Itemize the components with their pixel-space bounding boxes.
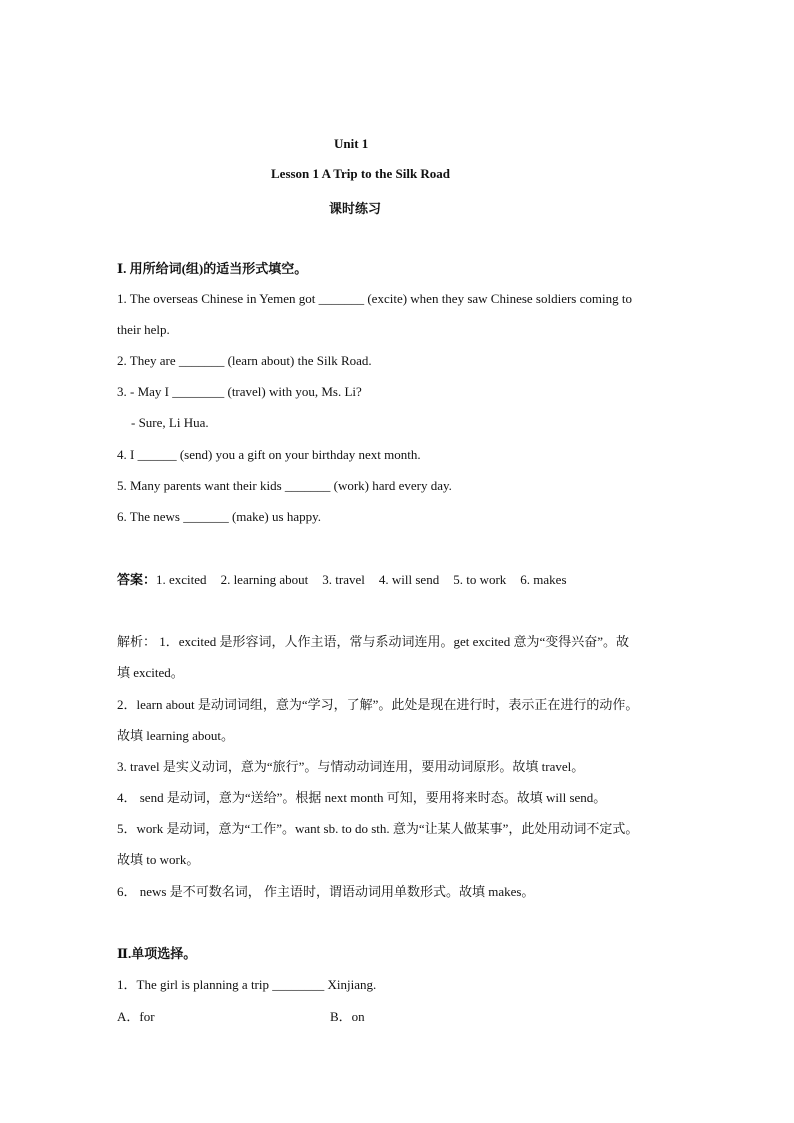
answer-item: 2. learning about bbox=[220, 572, 309, 587]
analysis-2-line2: 故填 learning about。 bbox=[117, 728, 234, 743]
answer-item: 4. will send bbox=[378, 572, 440, 587]
answers-label: 答案： bbox=[117, 572, 157, 587]
answers-line bbox=[117, 572, 581, 588]
option-b: B．on bbox=[330, 1009, 365, 1024]
question-4: 4. I ______ (send) you a gift on your birthday next month. bbox=[117, 447, 421, 462]
analysis-2-line1: 2．learn about 是动词词组，意为“学习，了解”。此处是现在进行时，表示正在进行的动作。 bbox=[117, 697, 639, 712]
subtitle: 课时练习 bbox=[329, 201, 382, 216]
analysis-5-line2: 故填 to work。 bbox=[117, 852, 200, 867]
analysis-6: 6． news 是不可数名词， 作主语时，谓语动词用单数形式。故填 makes。 bbox=[117, 884, 535, 899]
analysis-1-line2: 填 excited。 bbox=[117, 665, 184, 680]
answer-item: 5. to work bbox=[453, 572, 507, 587]
question-1-line1: 1. The overseas Chinese in Yemen got _______ (excite) when they saw Chinese soldiers coming to bbox=[117, 291, 632, 306]
lesson-title: Lesson 1 A Trip to the Silk Road bbox=[271, 166, 451, 181]
question-6: 6. The news _______ (make) us happy. bbox=[117, 509, 321, 524]
question-5: 5. Many parents want their kids _______ (work) hard every day. bbox=[117, 478, 452, 493]
analysis-1-line1: 解析： 1．excited 是形容词，人作主语，常与系动词连用。get excited 意为“变得兴奋”。故 bbox=[117, 634, 629, 649]
mc-question-1: 1．The girl is planning a trip ________ Xinjiang. bbox=[117, 977, 377, 992]
section1-heading: Ⅰ. 用所给词(组)的适当形式填空。 bbox=[117, 261, 308, 276]
question-2: 2. They are _______ (learn about) the Silk Road. bbox=[117, 353, 372, 368]
question-3: 3. - May I ________ (travel) with you, Ms. Li? bbox=[117, 384, 362, 399]
analysis-3: 3. travel 是实义动词，意为“旅行”。与情动动词连用，要用动词原形。故填 travel。 bbox=[117, 759, 585, 774]
analysis-5-line1: 5．work 是动词，意为“工作”。want sb. to do sth. 意为“让某人做某事”，此处用动词不定式。 bbox=[117, 821, 639, 836]
option-a: A．for bbox=[117, 1009, 155, 1024]
answer-item: 3. travel bbox=[322, 572, 365, 587]
question-3-reply: - Sure, Li Hua. bbox=[131, 415, 209, 430]
analysis-4: 4． send 是动词，意为“送给”。根据 next month 可知，要用将来时态。故填 will send。 bbox=[117, 790, 607, 805]
answer-item: 6. makes bbox=[520, 572, 567, 587]
question-1-line2: their help. bbox=[117, 322, 170, 337]
answer-item: 1. excited bbox=[156, 572, 207, 587]
section2-heading: Ⅱ.单项选择。 bbox=[117, 946, 197, 961]
unit-title: Unit 1 bbox=[334, 136, 369, 151]
